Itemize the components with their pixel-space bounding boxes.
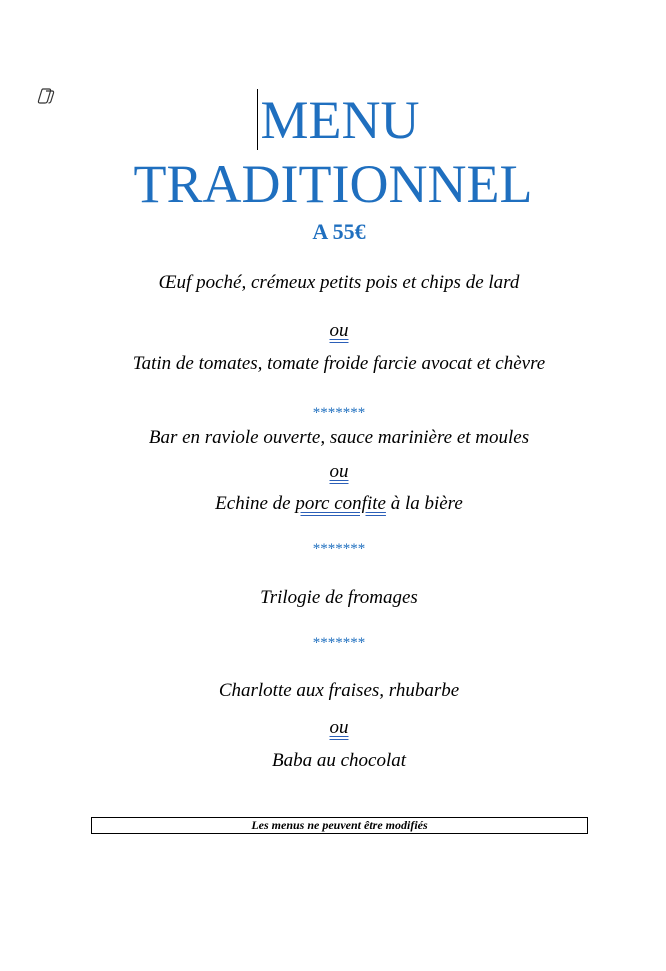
- or-text-3: ou: [329, 717, 349, 738]
- cheese-course: Trilogie de fromages: [260, 587, 418, 608]
- main-1: Bar en raviole ouverte, sauce marinière et moules: [148, 427, 530, 448]
- footer-note: Les menus ne peuvent être modifiés: [91, 817, 588, 834]
- or-text-1: ou: [329, 320, 349, 341]
- course-separator-1: *******: [312, 405, 366, 421]
- or-separator-1: [0, 319, 666, 343]
- main-2-prefix: Echine de: [215, 493, 296, 514]
- title-traditionnel: TRADITIONNEL: [133, 154, 533, 214]
- or-separator-2: [0, 460, 666, 484]
- title-menu: MENU: [260, 90, 420, 150]
- main-2: [0, 492, 666, 516]
- or-text-2: ou: [329, 461, 349, 482]
- or-separator-3: [0, 716, 666, 740]
- course-separator-3: *******: [312, 635, 366, 651]
- starter-1: Œuf poché, crémeux petits pois et chips de lard: [158, 272, 520, 293]
- starter-2: Tatin de tomates, tomate froide farcie avocat et chèvre: [132, 353, 546, 374]
- dessert-1: Charlotte aux fraises, rhubarbe: [218, 680, 460, 701]
- main-2-suffix: à la bière: [385, 493, 463, 514]
- dessert-2: Baba au chocolat: [271, 750, 407, 771]
- course-separator-2: *******: [312, 541, 366, 557]
- menu-price: A 55€: [312, 219, 366, 244]
- main-2-marked[interactable]: porc confite: [295, 493, 386, 514]
